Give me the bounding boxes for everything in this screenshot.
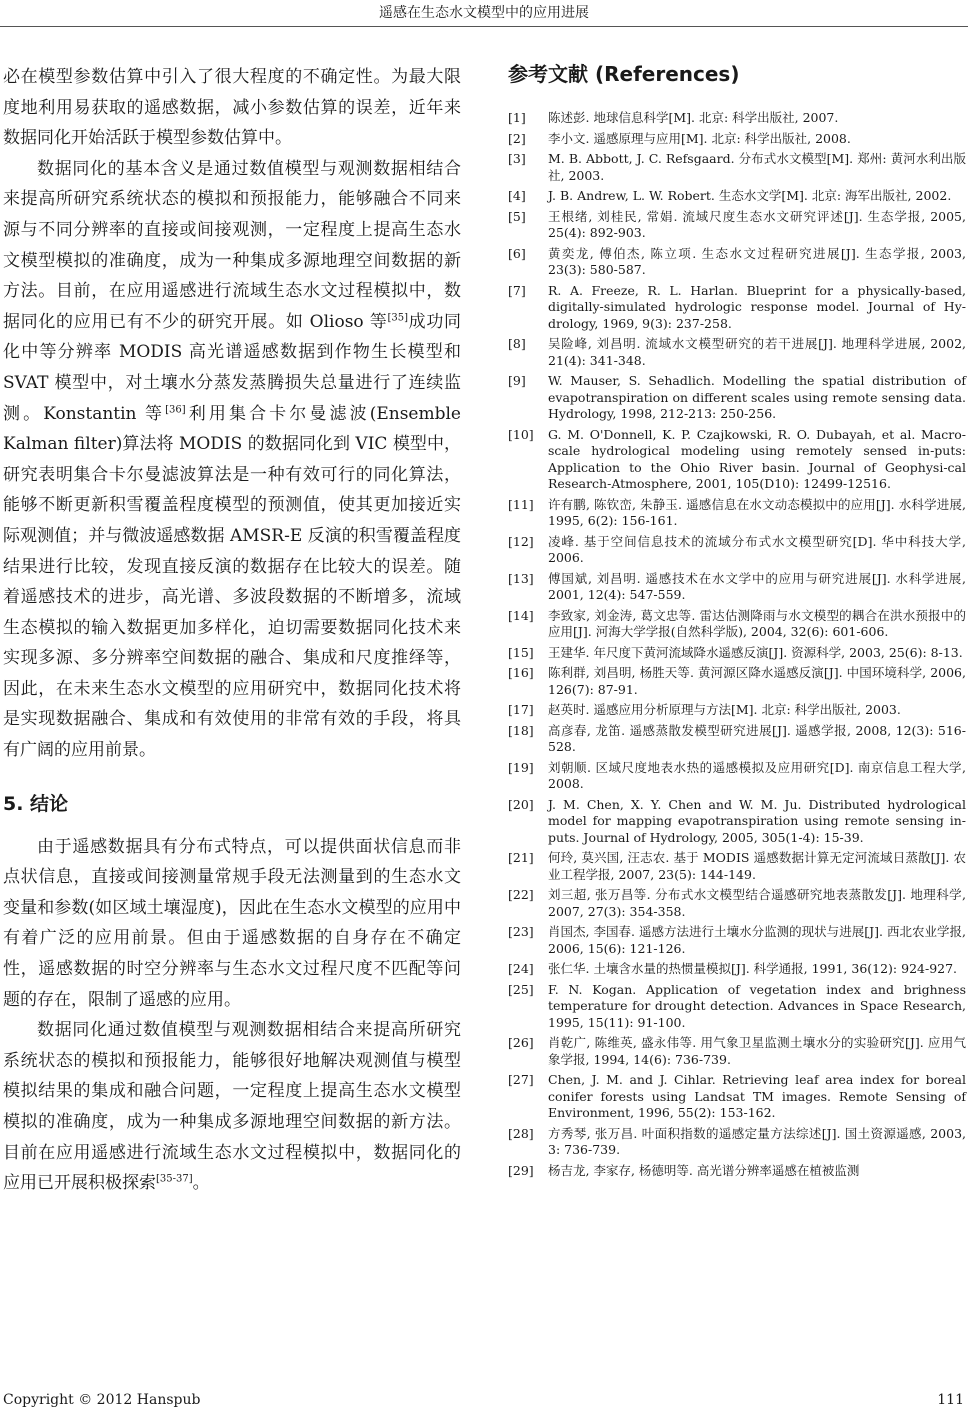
reference-text: 陈述彭. 地球信息科学[M]. 北京: 科学出版社, 2007. [548, 110, 839, 125]
reference-item [508, 665, 966, 698]
running-title: 遥感在生态水文模型中的应用进展 [379, 5, 589, 21]
reference-text: W. Mauser, S. Sehadlich. Modelling the spatial distribution of evapotranspiration on different scales using remote sensing data. Hydrology, 1998, 212-213: 250-256. [548, 373, 966, 421]
reference-number: [3] [508, 151, 526, 166]
reference-number: [9] [508, 373, 526, 388]
reference-item [508, 151, 966, 184]
reference-number: [1] [508, 110, 526, 125]
paragraph: 数据同化的基本含义是通过数值模型与观测数据相结合来提高所研究系统状态的模拟和预报能力，能够融合不同来源与不同分辨率的直接或间接观测，一定程度上提高生态水文模型模拟的准确度，成为一种集成多源地理空间数据的新方法。目前，在应用遥感进行流域生态水文过程模拟中，数据同化的应用已有不少的研究开展。如 Olioso 等[35]成功同化中等分辨率 MODIS 高光谱遥感数据到作物生长模型和 SVAT 模型中，对土壤水分蒸发蒸腾损失总量进行了连续监测。Konstantin 等[36]利用集合卡尔曼滤波(Ensemble Kalman filter)算法将 MODIS 的数据同化到 VIC 模型中，研究表明集合卡尔曼滤波算法是一种有效可行的同化算法，能够不断更新积雪覆盖程度模型的预测值，使其更加接近实际观测值；并与微波遥感数据 AMSR-E 反演的积雪覆盖程度结果进行比较，发现直接反演的数据存在比较大的误差。随着遥感技术的进步，高光谱、多波段数据的不断增多，流域生态模拟的输入数据更加多样化，迫切需要数据同化技术来实现多源、多分辨率空间数据的融合、集成和尺度推绎等，因此，在未来生态水文模型的应用研究中，数据同化技术将是实现数据融合、集成和有效使用的非常有效的手段，将具有广阔的应用前景。 [3, 158, 462, 761]
reference-text: 陈利群, 刘昌明, 杨胜天等. 黄河源区降水遥感反演[J]. 中国环境科学, 2006, 126(7): 87-91. [548, 665, 966, 697]
reference-item [508, 131, 966, 148]
reference-text: 高彦春, 龙笛. 遥感蒸散发模型研究进展[J]. 遥感学报, 2008, 12(3): 516-528. [548, 722, 966, 754]
reference-number: [13] [508, 570, 534, 586]
reference-number: [23] [508, 924, 534, 939]
reference-item [508, 1163, 966, 1180]
reference-text: 黄奕龙, 傅伯杰, 陈立项. 生态水文过程研究进展[J]. 生态学报, 2003, 23(3): 580-587. [548, 245, 966, 277]
reference-text: F. N. Kogan. Application of vegetation index and brighness temperature for drought detection. Advances in Space Research, 1995, 15(11): 91-100. [548, 981, 966, 1030]
reference-item [508, 982, 966, 1032]
reference-text: Chen, J. M. and J. Cihlar. Retrieving leaf area index for boreal conifer forests using Landsat TM images. Remote Sensing of Environment, 1996, 55(2): 153-162. [548, 1072, 966, 1120]
reference-text: 肖乾广, 陈维英, 盛永伟等. 用气象卫星监测土壤水分的实验研究[J]. 应用气象学报, 1994, 14(6): 736-739. [548, 1035, 966, 1067]
reference-item [508, 608, 966, 641]
reference-text: 王根绪, 刘桂民, 常娟. 流域尺度生态水文研究评述[J]. 生态学报, 2005, 25(4): 892-903. [548, 208, 966, 240]
reference-number: [17] [508, 702, 534, 717]
reference-text: J. B. Andrew, L. W. Robert. 生态水文学[M]. 北京: 海军出版社, 2002. [548, 188, 952, 203]
reference-number: [4] [508, 188, 526, 203]
references-title: 参考文献 (References) [508, 62, 740, 86]
reference-item [508, 571, 966, 604]
reference-text: 傅国斌, 刘昌明. 遥感技术在水文学中的应用与研究进展[J]. 水科学进展, 2001, 12(4): 547-559. [548, 570, 966, 602]
reference-number: [29] [508, 1162, 534, 1178]
reference-text: 凌峰. 基于空间信息技术的流域分布式水文模型研究[D]. 华中科技大学, 2006. [548, 533, 966, 565]
reference-text: 肖国杰, 李国春. 遥感方法进行土壤水分监测的现状与进展[J]. 西北农业学报, 2006, 15(6): 121-126. [548, 924, 966, 956]
reference-text: 杨吉龙, 李家存, 杨德明等. 高光谱分辨率遥感在植被监测 [548, 1162, 860, 1178]
reference-list [508, 110, 966, 1179]
reference-text: 李致家, 刘金涛, 葛文忠等. 雷达估测降雨与水文模型的耦合在洪水预报中的应用[J]. 河海大学学报(自然科学版), 2004, 32(6): 601-606. [548, 607, 966, 639]
paragraph: 必在模型参数估算中引入了很大程度的不确定性。为最大限度地利用易获取的遥感数据，减小参数估算的误差，近年来数据同化开始活跃于模型参数估算中。 [3, 67, 461, 149]
reference-number: [2] [508, 130, 526, 146]
reference-text: J. M. Chen, X. Y. Chen and W. M. Ju. Distributed hydrological model for mapping evapotranspiration using remote sensing in-puts. Journal of Hydrology, 2005, 305(1-4): 15-39. [548, 796, 966, 845]
reference-number: [6] [508, 245, 526, 261]
left-column [3, 62, 461, 1199]
reference-number: [18] [508, 722, 534, 738]
reference-item [508, 534, 966, 567]
reference-number: [28] [508, 1125, 534, 1141]
reference-number: [15] [508, 644, 534, 660]
reference-number: [7] [508, 282, 526, 298]
page-number: 111 [937, 1392, 964, 1408]
reference-text: 吴险峰, 刘昌明. 流域水文模型研究的若干进展[J]. 地理科学进展, 2002, 21(4): 341-348. [548, 336, 966, 368]
reference-text: R. A. Freeze, R. L. Harlan. Blueprint for a physically-based, digitally-simulated hydrologic response model. Journal of Hy-drology, 1969, 9(3): 237-258. [548, 282, 966, 331]
reference-number: [24] [508, 961, 534, 976]
reference-item [508, 1072, 966, 1122]
reference-text: 张仁华. 土壤含水量的热惯量模拟[J]. 科学通报, 1991, 36(12): 924-927. [548, 961, 958, 976]
reference-number: [25] [508, 981, 534, 997]
reference-number: [10] [508, 426, 534, 442]
reference-item [508, 110, 966, 127]
reference-number: [27] [508, 1072, 534, 1087]
reference-item [508, 850, 966, 883]
reference-number: [26] [508, 1035, 534, 1050]
reference-number: [14] [508, 607, 534, 623]
reference-text: M. B. Abbott, J. C. Refsgaard. 分布式水文模型[M]. 郑州: 黄河水利出版社, 2003. [548, 151, 966, 183]
reference-item [508, 760, 966, 793]
body-text-before [3, 62, 461, 766]
header-rule [0, 26, 968, 27]
reference-item [508, 1126, 966, 1159]
reference-item [508, 427, 966, 493]
reference-number: [21] [508, 850, 534, 865]
reference-text: 许有鹏, 陈钦峦, 朱静玉. 遥感信息在水文动态模拟中的应用[J]. 水科学进展, 1995, 6(2): 156-161. [548, 496, 966, 528]
right-column [508, 60, 966, 1183]
reference-item [508, 209, 966, 242]
reference-text: 王建华. 年尺度下黄河流域降水遥感反演[J]. 资源科学, 2003, 25(6): 8-13. [548, 644, 963, 660]
body-text-after [3, 832, 461, 1199]
reference-item [508, 961, 966, 978]
reference-number: [8] [508, 336, 526, 351]
reference-text: 刘三超, 张万昌等. 分布式水文模型结合遥感研究地表蒸散发[J]. 地理科学, 2007, 27(3): 354-358. [548, 887, 966, 919]
reference-text: 赵英时. 遥感应用分析原理与方法[M]. 北京: 科学出版社, 2003. [548, 702, 901, 717]
reference-item [508, 702, 966, 719]
reference-item [508, 887, 966, 920]
paragraph: 数据同化通过数值模型与观测数据相结合来提高所研究系统状态的模拟和预报能力，能够很好地解决观测值与模型模拟结果的集成和融合问题，一定程度上提高生态水文模型模拟的准确度，成为一种集成多源地理空间数据的新方法。目前在应用遥感进行流域生态水文过程模拟中，数据同化的应用已开展积极探索[35-37]。 [3, 1020, 461, 1194]
reference-text: G. M. O'Donnell, K. P. Czajkowski, R. O. Dubayah, et al. Macro-scale hydrological modeling using remotely sensed in-puts: Application to the Ohio River basin. Journal of Geophysi-cal Research-Atmosphere, 2001, 105(D10): 12499-12516. [548, 426, 966, 491]
reference-item [508, 723, 966, 756]
reference-text: 李小文. 遥感原理与应用[M]. 北京: 科学出版社, 2008. [548, 130, 851, 146]
reference-item [508, 497, 966, 530]
paragraph: 由于遥感数据具有分布式特点，可以提供面状信息而非点状信息，直接或间接测量常规手段无法测量到的生态水文变量和参数(如区域土壤湿度)，因此在生态水文模型的应用中有着广泛的应用前景。但由于遥感数据的自身存在不确定性，遥感数据的时空分辨率与生态水文过程尺度不匹配等问题的存在，限制了遥感的应用。 [3, 836, 461, 1010]
reference-item [508, 246, 966, 279]
copyright-notice: Copyright © 2012 Hanspub [3, 1392, 201, 1408]
reference-item [508, 645, 966, 662]
reference-number: [22] [508, 887, 534, 902]
reference-number: [11] [508, 496, 534, 512]
reference-number: [19] [508, 759, 534, 775]
reference-number: [5] [508, 208, 526, 224]
reference-text: 刘朝顺. 区域尺度地表水热的遥感模拟及应用研究[D]. 南京信息工程大学, 2008. [548, 759, 966, 791]
reference-item [508, 188, 966, 205]
reference-item [508, 283, 966, 333]
reference-item [508, 924, 966, 957]
reference-text: 何玲, 莫兴国, 汪志农. 基于 MODIS 遥感数据计算无定河流域日蒸散[J]. 农业工程学报, 2007, 23(5): 144-149. [548, 850, 966, 882]
reference-number: [16] [508, 665, 534, 680]
reference-item [508, 1035, 966, 1068]
reference-item [508, 797, 966, 847]
reference-number: [12] [508, 533, 534, 549]
reference-text: 方秀琴, 张万昌. 叶面积指数的遥感定量方法综述[J]. 国土资源遥感, 2003, 3: 736-739. [548, 1125, 966, 1157]
section-title-conclusion: 5. 结论 [3, 792, 69, 815]
reference-item [508, 336, 966, 369]
reference-item [508, 373, 966, 423]
reference-number: [20] [508, 796, 534, 812]
